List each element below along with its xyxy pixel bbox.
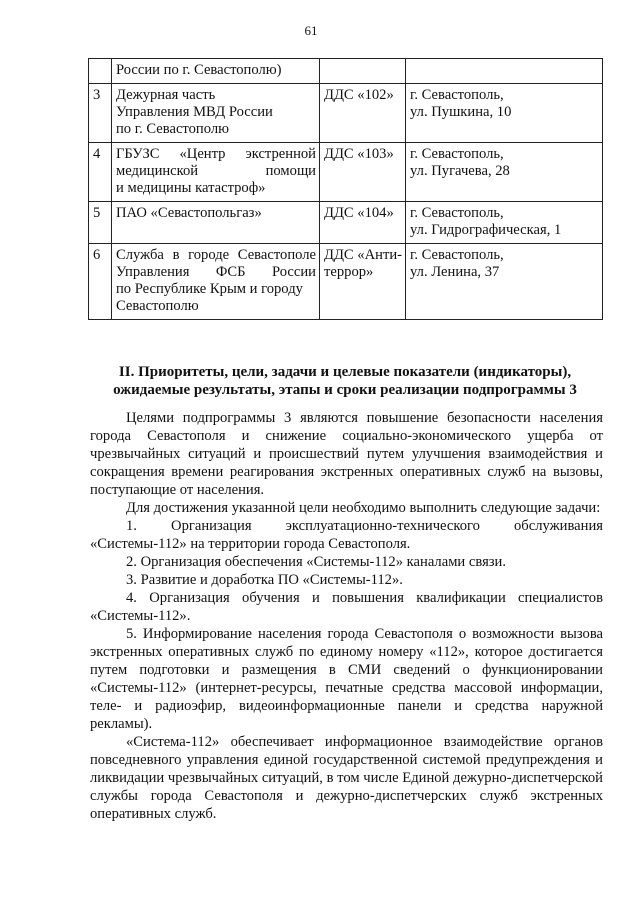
cell-line: ул. Пугачева, 28 — [410, 163, 510, 179]
row-number-cell: 5 — [89, 202, 112, 244]
cell-line: ДДС «Анти- — [324, 247, 402, 263]
organization-cell — [112, 244, 320, 320]
table-row — [89, 143, 603, 202]
row-number-cell: 4 — [89, 143, 112, 202]
cell-line: террор» — [324, 264, 374, 280]
paragraph: 5. Информирование населения города Севастополя о возможности вызова экстренных оперативных служб по единому номеру «112», которое достигается путем подготовки и размещения в СМИ сведений о функционировании «Системы-112» (интернет-ресурсы, печатные средства массовой информации, теле- и радиоэфир, видеоинформационные панели и средства наружной рекламы). — [90, 626, 603, 732]
section-title-line: ожидаемые результаты, этапы и сроки реализации подпрограммы 3 — [113, 382, 577, 398]
cell-line: г. Севастополь, — [410, 247, 504, 263]
cell-line: медицинской помощи — [116, 163, 316, 179]
row-number-cell: 3 — [89, 84, 112, 143]
cell-line: ДДС «103» — [324, 146, 394, 162]
paragraph: 3. Развитие и доработка ПО «Системы-112». — [126, 572, 403, 588]
cell-line: г. Севастополь, — [410, 87, 504, 103]
service-cell — [320, 59, 406, 84]
cell-line: Служба в городе Севастополе — [116, 247, 316, 263]
cell-line: России по г. Севастополю) — [116, 62, 282, 78]
row-number-cell — [89, 59, 112, 84]
cell-line: г. Севастополь, — [410, 205, 504, 221]
cell-line: г. Севастополь, — [410, 146, 504, 162]
cell-line: Севастополю — [116, 298, 199, 314]
section-title — [80, 363, 610, 399]
paragraph: 2. Организация обеспечения «Системы-112» каналами связи. — [126, 554, 507, 570]
cell-line: ул. Ленина, 37 — [410, 264, 500, 280]
paragraph: 1. Организация эксплуатационно-технического обслуживания «Системы-112» на территории города Севастополя. — [90, 518, 603, 552]
table-row — [89, 202, 603, 244]
paragraph: «Система-112» обеспечивает информационное взаимодействие органов повседневного управления единой государственной системой предупреждения и ликвидации чрезвычайных ситуаций, в том числе Единой дежурно-диспетчерской службы города Севастополя и дежурно-диспетчерских служб экстренных оперативных служб. — [90, 734, 603, 822]
organization-cell — [112, 84, 320, 143]
cell-line: по г. Севастополю — [116, 121, 230, 137]
paragraph: Целями подпрограммы 3 являются повышение безопасности населения города Севастополя и снижение социально-экономического ущерба от чрезвычайных ситуаций и происшествий путем улучшения взаимодействия и сокращения времени реагирования экстренных оперативных служб на вызовы, поступающие от населения. — [90, 410, 603, 498]
cell-line: ГБУЗС «Центр экстренной — [116, 146, 316, 162]
service-cell — [320, 244, 406, 320]
cell-line: и медицины катастроф» — [116, 180, 266, 196]
organization-cell — [112, 202, 320, 244]
address-cell — [406, 244, 603, 320]
address-cell — [406, 202, 603, 244]
table-row — [89, 59, 603, 84]
service-cell — [320, 143, 406, 202]
service-cell — [320, 202, 406, 244]
cell-line: ул. Пушкина, 10 — [410, 104, 512, 120]
address-cell — [406, 84, 603, 143]
body-text — [90, 409, 603, 823]
table-row — [89, 244, 603, 320]
service-cell — [320, 84, 406, 143]
cell-line: ДДС «102» — [324, 87, 394, 103]
row-number-cell: 6 — [89, 244, 112, 320]
page-number: 61 — [304, 23, 318, 38]
organization-cell — [112, 59, 320, 84]
cell-line: ДДС «104» — [324, 205, 394, 221]
cell-line: по Республике Крым и городу — [116, 281, 303, 297]
services-table — [88, 58, 603, 320]
paragraph: 4. Организация обучения и повышения квалификации специалистов «Системы-112». — [90, 590, 603, 624]
address-cell — [406, 143, 603, 202]
section-title-line: II. Приоритеты, цели, задачи и целевые показатели (индикаторы), — [118, 364, 572, 380]
address-cell — [406, 59, 603, 84]
organization-cell — [112, 143, 320, 202]
cell-line: Управления МВД России — [116, 104, 273, 120]
cell-line: Управления ФСБ России — [116, 264, 316, 280]
paragraph: Для достижения указанной цели необходимо выполнить следующие задачи: — [126, 500, 601, 516]
cell-line: ул. Гидрографическая, 1 — [410, 222, 562, 238]
cell-line: Дежурная часть — [116, 87, 216, 103]
table-row — [89, 84, 603, 143]
cell-line: ПАО «Севастопольгаз» — [116, 205, 262, 221]
